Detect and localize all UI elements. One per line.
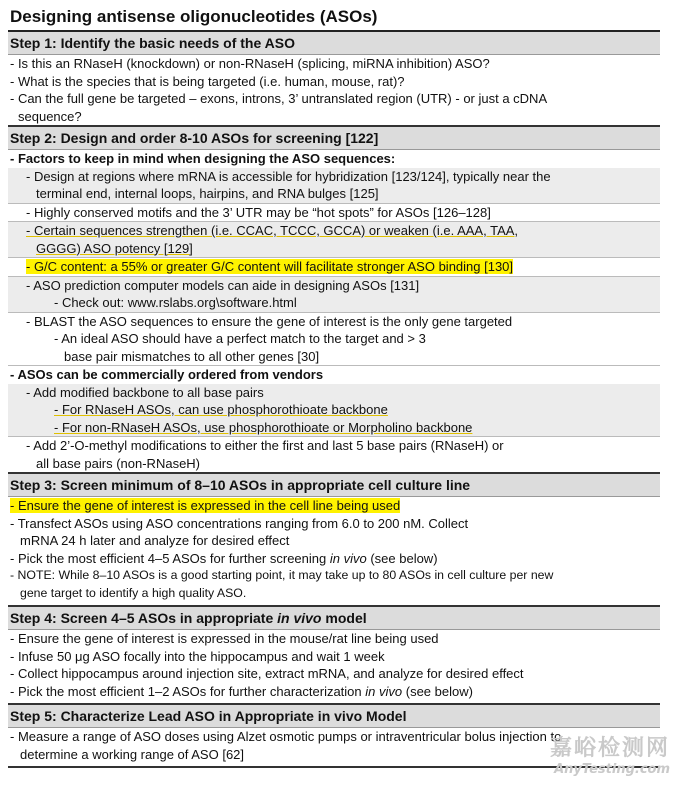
item-text: (see below) [366, 550, 438, 566]
highlighted-text: - G/C content: a 55% or greater G/C content will facilitate stronger ASO binding [130] [26, 259, 514, 274]
vendor-text: - For non-RNaseH ASOs, use phosphorothioate or Morpholino backbone [54, 419, 473, 435]
step-2-heading: Step 2: Design and order 8-10 ASOs for screening [122] [8, 127, 660, 150]
factor-box [8, 276, 660, 312]
step-3-item [8, 497, 660, 515]
vendor-text: - For RNaseH ASOs, can use phosphorothioate backbone [54, 402, 388, 417]
factor-item [8, 258, 660, 276]
item-text: - Pick the most efficient 1–2 ASOs for further characterization [10, 683, 366, 699]
factor-item: - Highly conserved motifs and the 3’ UTR may be “hot spots” for ASOs [126–128] [26, 204, 491, 220]
step-4-item: - Collect hippocampus around injection site, extract mRNA, and analyze for desired effect [10, 666, 524, 681]
factor-subitem: base pair mismatches to all other genes [30] [64, 348, 320, 364]
step-1-item: - What is the species that is being targeted (i.e. human, mouse, rat)? [10, 73, 405, 89]
step-3-section [8, 474, 660, 607]
step-3-item [8, 550, 660, 568]
factor-item [8, 222, 660, 240]
step-1-item: - Can the full gene be targeted – exons, introns, 3’ untranslated region (UTR) - or just a cDNA [10, 91, 548, 106]
vendor-box [8, 436, 660, 472]
italic-text: in vivo [277, 610, 322, 626]
item-text: (see below) [402, 683, 473, 699]
vendor-subitem [8, 419, 660, 437]
step-1-item: - Is this an RNaseH (knockdown) or non-RNaseH (splicing, miRNA inhibition) ASO? [10, 56, 490, 71]
vendor-item: - Add 2’-O-methyl modifications to either the first and last 5 base pairs (RNaseH) or [26, 438, 504, 453]
factor-item: - ASO prediction computer models can aide in designing ASOs [131] [26, 277, 420, 293]
factor-item: - Design at regions where mRNA is accessible for hybridization [123/124], typically near the [26, 168, 551, 184]
factor-box [8, 221, 660, 257]
step-5-heading: Step 5: Characterize Lead ASO in Appropriate in vivo Model [8, 705, 660, 728]
factor-item: - BLAST the ASO sequences to ensure the gene of interest is the only gene targeted [26, 313, 513, 329]
italic-text: in vivo [365, 683, 403, 699]
step-1-section [8, 32, 660, 127]
heading-text: Step 4: Screen 4–5 ASOs in appropriate [10, 610, 278, 626]
step-3-item: - Transfect ASOs using ASO concentrations ranging from 6.0 to 200 nM. Collect [10, 515, 469, 531]
step-4-item [8, 683, 660, 701]
factor-item [8, 240, 660, 258]
factor-box [8, 257, 660, 276]
watermark-en: AnyTesting.com [554, 762, 670, 777]
highlighted-text: - Ensure the gene of interest is expressed in the cell line being used [10, 498, 401, 513]
step-1-item: sequence? [18, 108, 82, 124]
factor-box [8, 203, 660, 222]
factor-text: GGGG) ASO potency [129] [36, 240, 193, 256]
factor-text: - Certain sequences strengthen (i.e. CCAC, TCCC, GCCA) or weaken (i.e. AAA, TAA, [26, 223, 519, 238]
step-3-item: - NOTE: While 8–10 ASOs is a good starting point, it may take up to 80 ASOs in cell culture per new [10, 568, 554, 582]
step-1-heading: Step 1: Identify the basic needs of the ASO [8, 32, 660, 55]
step-2-section [8, 127, 660, 474]
vendor-item: - Add modified backbone to all base pairs [26, 384, 264, 400]
document-page [8, 6, 660, 768]
factor-subitem: - An ideal ASO should have a perfect match to the target and > 3 [54, 331, 426, 346]
factor-box [8, 168, 660, 203]
step-4-item: - Infuse 50 μg ASO focally into the hippocampus and wait 1 week [10, 648, 385, 664]
step-5-item: - Measure a range of ASO doses using Alzet osmotic pumps or intraventricular bolus injection to [10, 729, 562, 744]
watermark-cn: 嘉峪检测网 [549, 736, 670, 761]
step-4-section [8, 607, 660, 705]
step-5-item: determine a working range of ASO [62] [20, 746, 245, 762]
page-title: Designing antisense oligonucleotides (ASOs) [8, 6, 660, 32]
step-3-item: gene target to identify a high quality ASO. [20, 585, 247, 600]
step-3-item: mRNA 24 h later and analyze for desired effect [20, 533, 290, 548]
heading-text: model [321, 610, 367, 626]
step-4-item: - Ensure the gene of interest is expressed in the mouse/rat line being used [10, 631, 439, 646]
watermark [550, 731, 670, 777]
step-4-heading [8, 607, 660, 630]
vendor-box [8, 384, 660, 437]
factor-box [8, 312, 660, 366]
step-2-subheading: - ASOs can be commercially ordered from vendors [8, 365, 660, 384]
italic-text: in vivo [329, 550, 367, 566]
vendor-item: all base pairs (non-RNaseH) [36, 455, 201, 471]
factor-item: terminal end, internal loops, hairpins, and RNA bulges [125] [36, 186, 379, 201]
factor-subitem: - Check out: www.rslabs.org\software.html [54, 295, 297, 310]
vendor-subitem [8, 401, 660, 419]
item-text: - Pick the most efficient 4–5 ASOs for further screening [10, 550, 330, 566]
step-2-subheading: - Factors to keep in mind when designing the ASO sequences: [10, 151, 396, 166]
step-3-heading: Step 3: Screen minimum of 8–10 ASOs in appropriate cell culture line [8, 474, 660, 497]
